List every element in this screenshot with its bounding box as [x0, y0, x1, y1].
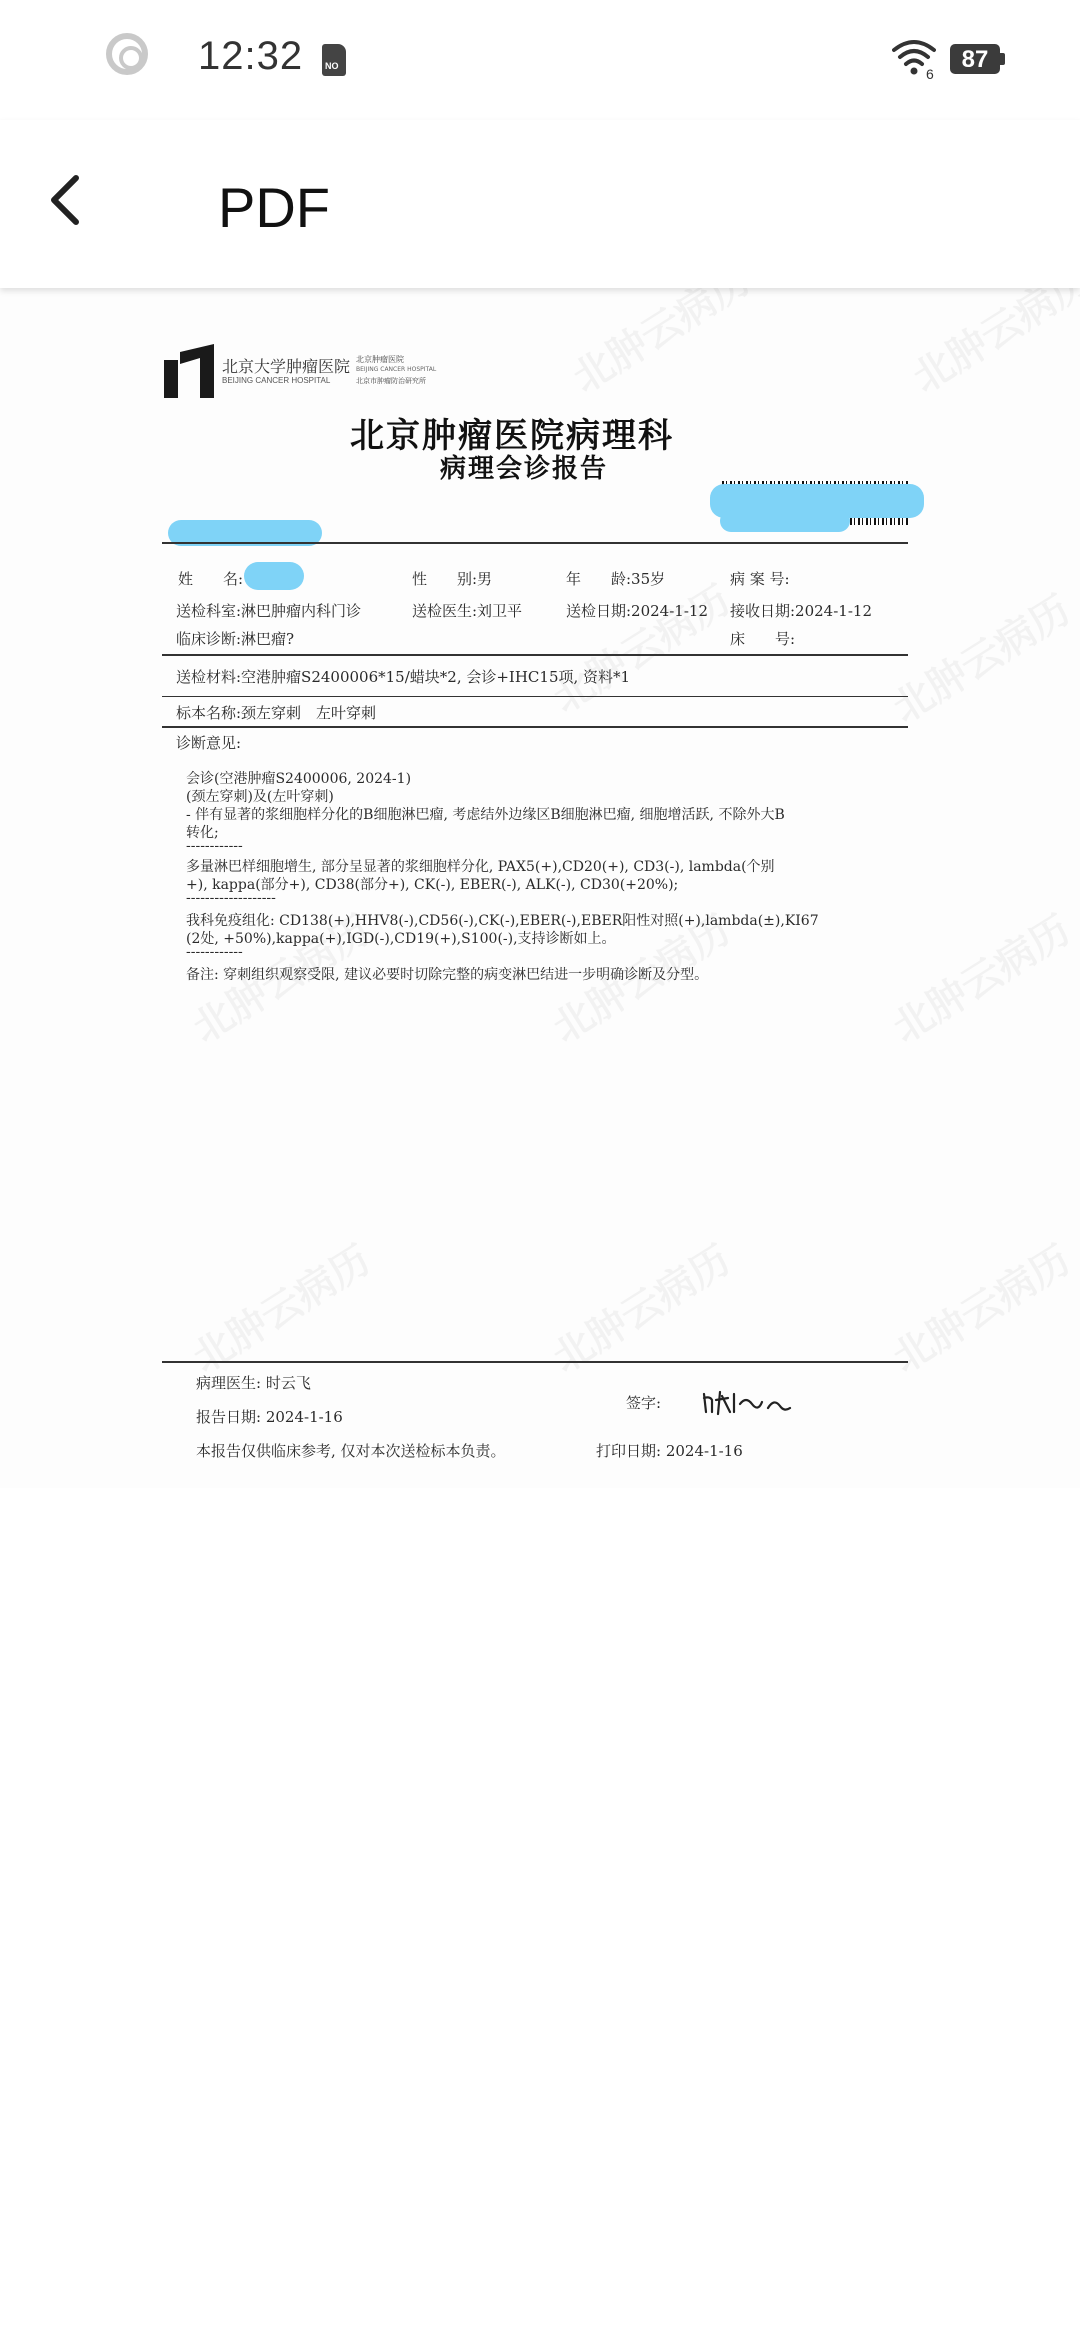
logo-right-2: BEIJING CANCER HOSPITAL [356, 366, 437, 373]
pathologist: 病理医生: 时云飞 [196, 1374, 311, 1392]
wifi-generation: 6 [926, 66, 934, 82]
battery-level: 87 [961, 46, 989, 73]
app-bar [0, 120, 1080, 288]
signature-image [700, 1386, 800, 1420]
pdf-page[interactable] [0, 288, 1080, 1488]
divider [162, 542, 908, 544]
watermark [880, 899, 1080, 1053]
submitted-material: 送检材料:空港肿瘤S2400006*15/蜡块*2, 会诊+IHC15项, 资料*1 [176, 668, 631, 686]
divider [162, 696, 908, 697]
record-icon [106, 33, 148, 75]
diagnosis-line: ------------------- [186, 890, 276, 906]
diagnosis-line: (2处, +50%),kappa(+),IGD(-),CD19(+),S100(-),支持诊断如上。 [186, 931, 616, 947]
logo-right-3: 北京市肿瘤防治研究所 [356, 377, 426, 385]
logo-right-1: 北京肿瘤医院 [356, 355, 404, 364]
battery-icon [950, 44, 1000, 74]
watermark [540, 569, 740, 723]
bed-number: 床 号: [730, 630, 796, 648]
sending-dept: 送检科室:淋巴肿瘤内科门诊 [176, 602, 362, 620]
report-date: 报告日期: 2024-1-16 [196, 1408, 343, 1426]
no-sim-icon [322, 44, 346, 76]
disclaimer: 本报告仅供临床参考, 仅对本次送检标本负责。 [196, 1442, 506, 1460]
signature-label: 签字: [626, 1394, 662, 1412]
pdf-viewer[interactable] [0, 288, 1080, 2340]
hospital-logo-mark [164, 344, 214, 398]
clinical-diagnosis: 临床诊断:淋巴瘤? [176, 630, 295, 648]
diagnosis-line: 我科免疫组化: CD138(+),HHV8(-),CD56(-),CK(-),EBER(-),EBER阳性对照(+),lambda(±),KI67 [186, 913, 819, 929]
print-date: 打印日期: 2024-1-16 [596, 1442, 743, 1460]
watermark [880, 579, 1080, 733]
divider [162, 654, 908, 656]
status-bar [0, 0, 1080, 120]
divider [162, 1361, 908, 1363]
diagnosis-line: ------------ [186, 838, 243, 854]
sending-date: 送检日期:2024-1-12 [566, 602, 708, 620]
diagnosis-line: 备注: 穿刺组织观察受限, 建议必要时切除完整的病变淋巴结进一步明确诊断及分型。 [186, 967, 709, 983]
case-number-label: 病 案 号: [730, 570, 790, 588]
patient-name-label: 姓 名: [178, 570, 244, 588]
diagnosis-line: - 伴有显著的浆细胞样分化的B细胞淋巴瘤, 考虑结外边缘区B细胞淋巴瘤, 细胞增活跃, 不除外大B [186, 807, 785, 823]
diagnosis-line: +), kappa(部分+), CD38(部分+), CK(-), EBER(-), ALK(-), CD30(+20%); [186, 877, 679, 893]
watermark [880, 1229, 1080, 1383]
no-sim-label: NO [325, 61, 339, 71]
diagnosis-line: (颈左穿刺)及(左叶穿刺) [186, 789, 334, 805]
divider [162, 726, 908, 728]
redaction [720, 510, 850, 532]
receive-date: 接收日期:2024-1-12 [730, 602, 872, 620]
sending-doctor: 送检医生:刘卫平 [412, 602, 523, 620]
app-bar-title: PDF [218, 176, 330, 239]
diagnosis-line: 会诊(空港肿瘤S2400006, 2024-1) [186, 771, 412, 787]
status-time: 12:32 [198, 34, 304, 78]
logo-text: 北京大学肿瘤医院 [222, 357, 351, 376]
redaction [244, 562, 304, 590]
patient-age: 年 龄:35岁 [566, 570, 666, 588]
specimen-name: 标本名称:颈左穿刺 左叶穿刺 [176, 704, 377, 722]
hospital-logo [164, 338, 454, 406]
patient-sex: 性 别:男 [412, 570, 493, 588]
back-arrow-icon[interactable] [38, 170, 98, 230]
diagnosis-line: ------------ [186, 944, 243, 960]
report-title: 北京肿瘤医院病理科 [350, 416, 674, 456]
report-subtitle: 病理会诊报告 [440, 454, 609, 484]
diagnosis-heading: 诊断意见: [176, 734, 242, 752]
diagnosis-line: 多量淋巴样细胞增生, 部分呈显著的浆细胞样分化, PAX5(+),CD20(+), CD3(-), lambda(个别 [186, 859, 775, 875]
logo-english: BEIJING CANCER HOSPITAL [222, 376, 331, 385]
diagnosis-line: 转化; [186, 825, 219, 841]
